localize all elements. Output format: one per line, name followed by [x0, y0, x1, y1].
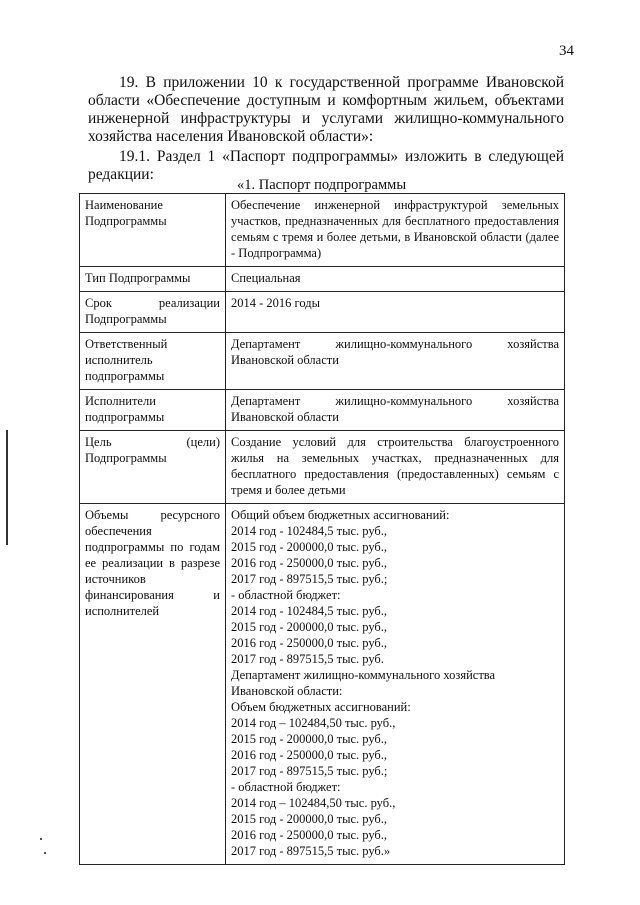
funding-line: - областной бюджет:: [231, 780, 341, 794]
funding-line: 2017 год - 897515,5 тыс. руб.;: [231, 764, 388, 778]
funding-line: 2015 год - 200000,0 тыс. руб.,: [231, 732, 388, 746]
row-value: Департамент жилищно-коммунального хозяйства Ивановской области: [226, 390, 565, 431]
funding-line: Общий объем бюджетных ассигнований:: [231, 508, 450, 522]
table-row: [80, 292, 565, 333]
intro-text: [88, 74, 564, 184]
funding-line: 2016 год - 250000,0 тыс. руб.,: [231, 828, 388, 842]
funding-line: Объем бюджетных ассигнований:: [231, 700, 411, 714]
row-value: Обеспечение инженерной инфраструктурой земельных участков, предназначенных для бесплатного предоставления семьям с тремя и более детьми, в Ивановской области (далее - Подпрограмма): [226, 194, 565, 267]
table-row-funding: [80, 504, 565, 865]
row-label: Срок реализации Подпрограммы: [80, 292, 226, 333]
scan-margin-mark: [6, 430, 8, 545]
passport-table: [79, 193, 565, 865]
table-row: [80, 333, 565, 390]
row-value: 2014 - 2016 годы: [226, 292, 565, 333]
funding-line: 2015 год - 200000,0 тыс. руб.,: [231, 620, 388, 634]
row-value: Департамент жилищно-коммунального хозяйства Ивановской области: [226, 333, 565, 390]
table-row: [80, 267, 565, 292]
row-label: Цель (цели) Подпрограммы: [80, 431, 226, 504]
funding-line: Ивановской области:: [231, 684, 343, 698]
row-label: Тип Подпрограммы: [80, 267, 226, 292]
funding-line: 2017 год - 897515,5 тыс. руб.;: [231, 572, 388, 586]
funding-line: Департамент жилищно-коммунального хозяйства: [231, 668, 496, 682]
funding-line: 2015 год - 200000,0 тыс. руб.,: [231, 812, 388, 826]
funding-value: [226, 504, 565, 865]
funding-line: 2014 год – 102484,50 тыс. руб.,: [231, 716, 396, 730]
funding-line: 2016 год - 250000,0 тыс. руб.,: [231, 748, 388, 762]
funding-line: 2016 год - 250000,0 тыс. руб.,: [231, 556, 388, 570]
table-row: [80, 194, 565, 267]
paragraph-19-1: 19.1. Раздел 1 «Паспорт подпрограммы» изложить в следующей редакции:: [88, 148, 564, 183]
funding-label: Объемы ресурсного обеспечения подпрограммы по годам ее реализации в разрезе источников финансирования и исполнителей: [80, 504, 226, 865]
funding-line: 2014 год – 102484,50 тыс. руб.,: [231, 796, 396, 810]
row-label: Исполнители подпрограммы: [80, 390, 226, 431]
table-caption: «1. Паспорт подпрограммы: [237, 177, 407, 193]
row-value: Специальная: [226, 267, 565, 292]
row-label: Ответственный исполнитель подпрограммы: [80, 333, 226, 390]
table-row: [80, 390, 565, 431]
row-label: Наименование Подпрограммы: [80, 194, 226, 267]
funding-line: - областной бюджет:: [231, 588, 341, 602]
funding-line: 2016 год - 250000,0 тыс. руб.,: [231, 636, 388, 650]
funding-line: 2017 год - 897515,5 тыс. руб.»: [231, 844, 391, 858]
page-number: 34: [559, 43, 574, 59]
paragraph-19: 19. В приложении 10 к государственной программе Ивановской области «Обеспечение доступным и комфортным жильем, объектами инженерной инфраструктуры и услугами жилищно-коммунального хозяйства населения Ивановской области»:: [88, 74, 564, 145]
funding-line: 2014 год - 102484,5 тыс. руб.,: [231, 524, 388, 538]
funding-line: 2015 год - 200000,0 тыс. руб.,: [231, 540, 388, 554]
scan-speck: [40, 838, 42, 840]
row-value: Создание условий для строительства благоустроенного жилья на земельных участках, предназначенных для бесплатного предоставления (предоставленных) семьям с тремя и более детьми: [226, 431, 565, 504]
funding-line: 2017 год - 897515,5 тыс. руб.: [231, 652, 384, 666]
funding-line: 2014 год - 102484,5 тыс. руб.,: [231, 604, 388, 618]
table-row: [80, 431, 565, 504]
scan-speck: [44, 852, 46, 854]
